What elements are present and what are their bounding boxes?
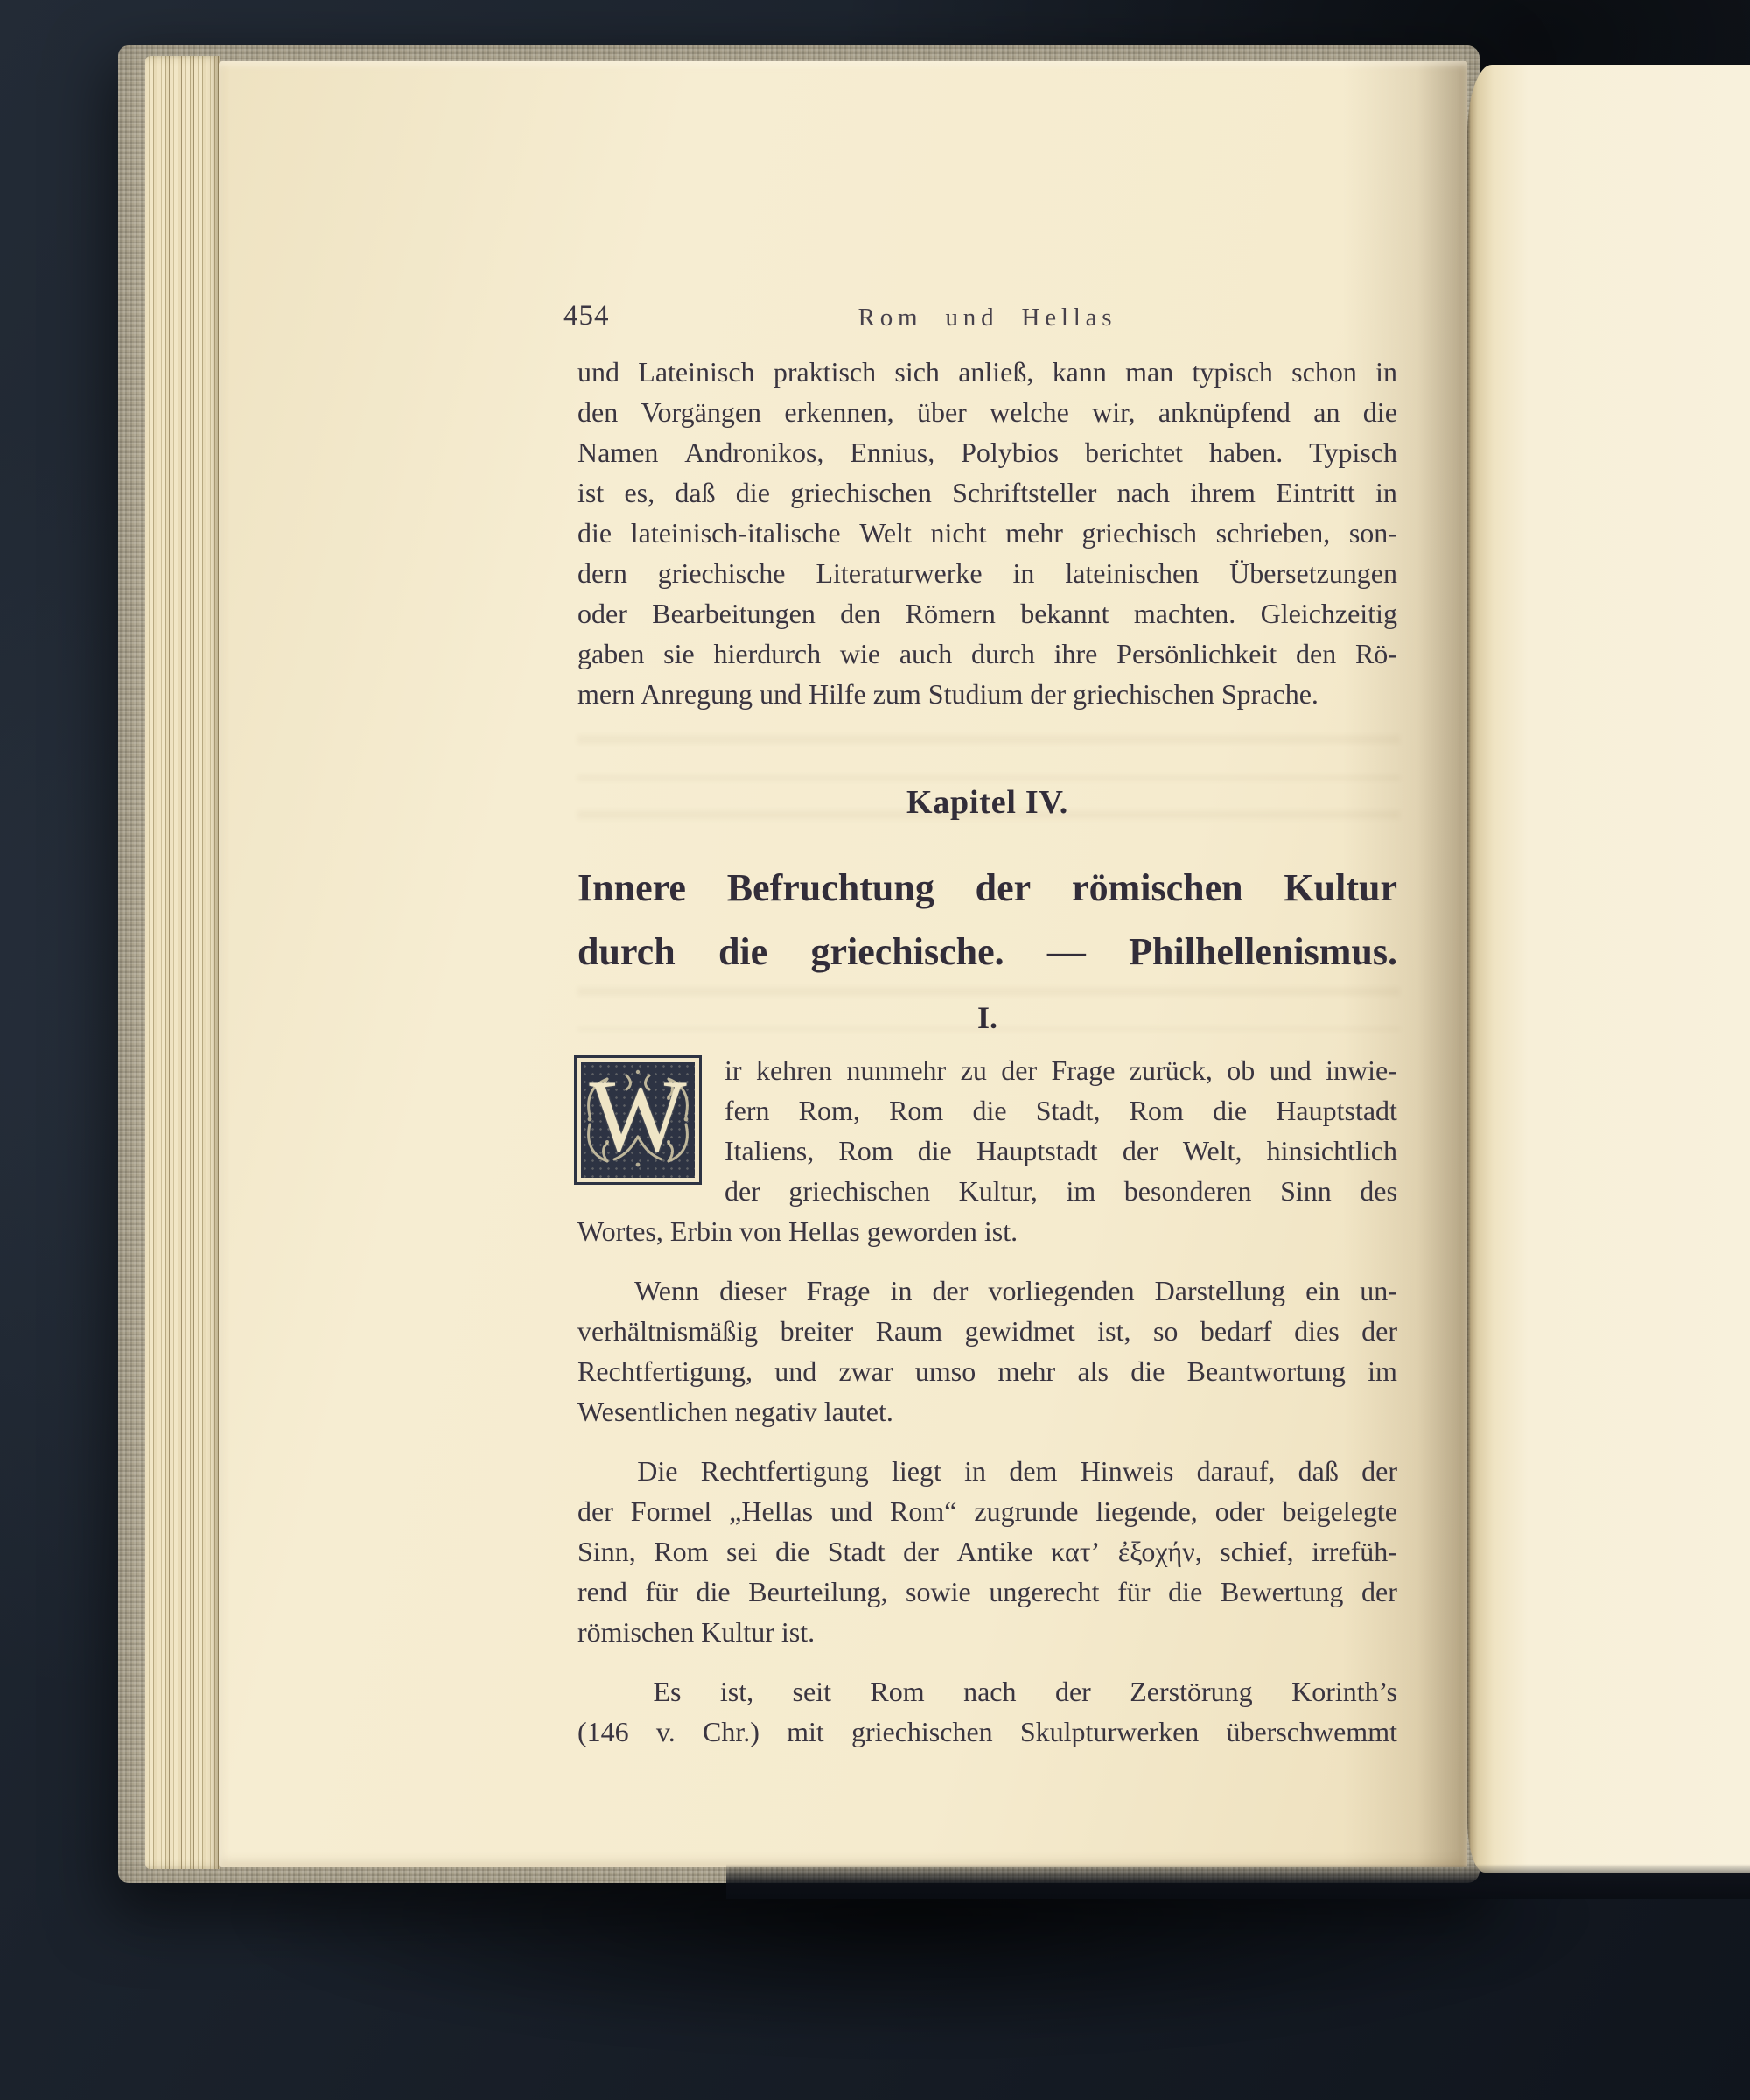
- intro-paragraph: und Lateinisch praktisch sich anließ, kann man typisch schon in den Vorgängen erkennen, über welche wir, anknüpfend an die Namen Andronikos, Ennius, Polybios berichtet haben. Typisch ist es, daß die griechischen Schriftsteller nach ihrem Eintritt in die lateinisch-italische Welt nicht mehr griechisch schrieben, son- dern griechische Literaturwerke in lateinischen Übersetzungen oder Bearbeitungen den Römern bekannt machten. Gleichzeitig gaben sie hierdurch wie auch durch ihre Persönlichkeit den Rö- mern Anregung und Hilfe zum Studium der griechischen Sprache.: [578, 356, 1397, 710]
- bottom-cover-shadow: [726, 1864, 1750, 1899]
- chapter-kicker: Kapitel IV.: [906, 784, 1069, 821]
- page-number: 454: [564, 300, 610, 332]
- dropcap-paragraph-lines: ir kehren nunmehr zu der Frage zurück, ob und inwie- fern Rom, Rom die Stadt, Rom die Hauptstadt Italiens, Rom die Hauptstadt der Welt, hinsichtlich der griechischen Kultur, im besonderen Sinn des Wortes, Erbin von Hellas geworden ist.: [578, 1054, 1397, 1247]
- body-paragraph: Wenn dieser Frage in der vorliegenden Darstellung ein un- verhältnismäßig breiter Raum gewidmet ist, so bedarf dies der Rechtfertigung, und zwar umso mehr als die Beantwortung im Wesentlichen negativ lautet.: [578, 1275, 1397, 1427]
- right-page: [1467, 65, 1750, 1872]
- dropcap-letter-w: W: [589, 1058, 687, 1173]
- body-paragraph: Die Rechtfertigung liegt in dem Hinweis darauf, daß der der Formel „Hellas und Rom“ zugrunde liegende, oder beigelegte Sinn, Rom sei die Stadt der Antike κατ’ ἐξοχήν, schief, irrefüh- rend für die Beurteilung, sowie ungerecht für die Bewertung der römischen Kultur ist.: [578, 1455, 1397, 1648]
- running-title: Rom und Hellas: [858, 304, 1117, 332]
- text-block: [564, 294, 1397, 1752]
- dropcap-field: [581, 1058, 695, 1178]
- dropcap-initial-box: [574, 1055, 702, 1185]
- page-fore-edge-stack: [145, 56, 220, 1869]
- section-numeral: I.: [976, 1000, 998, 1035]
- running-head: [564, 294, 1397, 332]
- body-paragraph: Es ist, seit Rom nach der Zerstörung Korinth’s (146 v. Chr.) mit griechischen Skulpturwerken überschwemmt: [578, 1676, 1397, 1747]
- chapter-title: Innere Befruchtung der römischen Kultur durch die griechische. — Philhellenismus.: [578, 866, 1397, 973]
- dropcap-paragraph: [578, 1050, 1397, 1251]
- left-page: [219, 61, 1467, 1867]
